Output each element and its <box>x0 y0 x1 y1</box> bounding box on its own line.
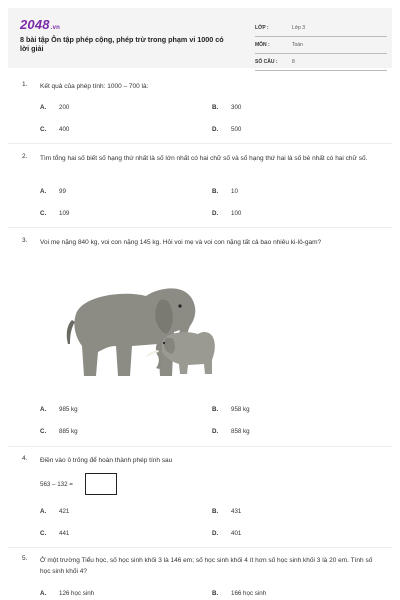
option-5a[interactable]: A. 126 học sinh <box>40 590 95 597</box>
site-logo[interactable]: 2048.vn <box>20 17 61 32</box>
question-text: Điền vào ô trống để hoàn thành phép tính sau <box>40 457 173 464</box>
elephants-illustration <box>62 280 220 380</box>
option-3c[interactable]: C. 885 kg <box>40 428 78 435</box>
meta-row-count <box>255 56 387 71</box>
meta-value: Lớp 3 <box>292 25 306 31</box>
question-text: Tìm tổng hai số biết số hạng thứ nhất là số lớn nhất có hai chữ số và số hạng thứ hai là số bé nhất có hai chữ số. <box>40 155 368 162</box>
math-expression: 563 – 132 = <box>40 481 73 488</box>
option-4b[interactable]: B. 431 <box>212 508 242 515</box>
meta-key: SỐ CÂU : <box>255 59 278 65</box>
divider <box>8 227 392 228</box>
meta-row-subject <box>255 39 387 54</box>
meta-value: Toán <box>292 42 303 48</box>
option-1b[interactable]: B. 300 <box>212 104 242 111</box>
meta-key: MÔN : <box>255 42 270 48</box>
question-text: Voi mẹ nặng 840 kg, voi con nặng 145 kg. Hỏi voi mẹ và voi con nặng tất cả bao nhiêu ki-lô-gam? <box>40 239 322 246</box>
divider <box>8 547 392 548</box>
option-2b[interactable]: B. 10 <box>212 188 238 195</box>
meta-info <box>255 22 387 73</box>
option-5b[interactable]: B. 166 học sinh <box>212 590 267 597</box>
option-1d[interactable]: D. 500 <box>212 126 242 133</box>
option-3d[interactable]: D. 858 kg <box>212 428 250 435</box>
option-2d[interactable]: D. 100 <box>212 210 242 217</box>
header <box>8 8 392 68</box>
option-3a[interactable]: A. 985 kg <box>40 406 78 413</box>
option-4a[interactable]: A. 421 <box>40 508 70 515</box>
option-1c[interactable]: C. 400 <box>40 126 70 133</box>
divider <box>8 446 392 447</box>
divider <box>8 143 392 144</box>
option-4c[interactable]: C. 441 <box>40 530 70 537</box>
question-number: 5. <box>22 555 28 562</box>
option-2a[interactable]: A. 99 <box>40 188 66 195</box>
option-2c[interactable]: C. 109 <box>40 210 70 217</box>
meta-row-grade <box>255 22 387 37</box>
question-text: Ở một trường Tiểu học, số học sinh khối 3 là 146 em; số học sinh khối 4 ít hơn số học sinh khối 3 là 20 em. Tính số học sinh khối 4? <box>40 557 373 575</box>
option-3b[interactable]: B. 958 kg <box>212 406 250 413</box>
question-text: Kết quả của phép tính: 1000 – 700 là: <box>40 83 149 90</box>
question-number: 2. <box>22 153 28 160</box>
question-number: 3. <box>22 237 28 244</box>
page-title: 8 bài tập Ôn tập phép cộng, phép trừ trong phạm vi 1000 có lời giải <box>20 35 224 53</box>
answer-input-box[interactable] <box>85 473 117 495</box>
option-4d[interactable]: D. 401 <box>212 530 242 537</box>
meta-value: 8 <box>292 59 295 65</box>
question-number: 4. <box>22 455 28 462</box>
question-number: 1. <box>22 81 28 88</box>
option-1a[interactable]: A. 200 <box>40 104 70 111</box>
meta-key: LỚP : <box>255 25 269 31</box>
